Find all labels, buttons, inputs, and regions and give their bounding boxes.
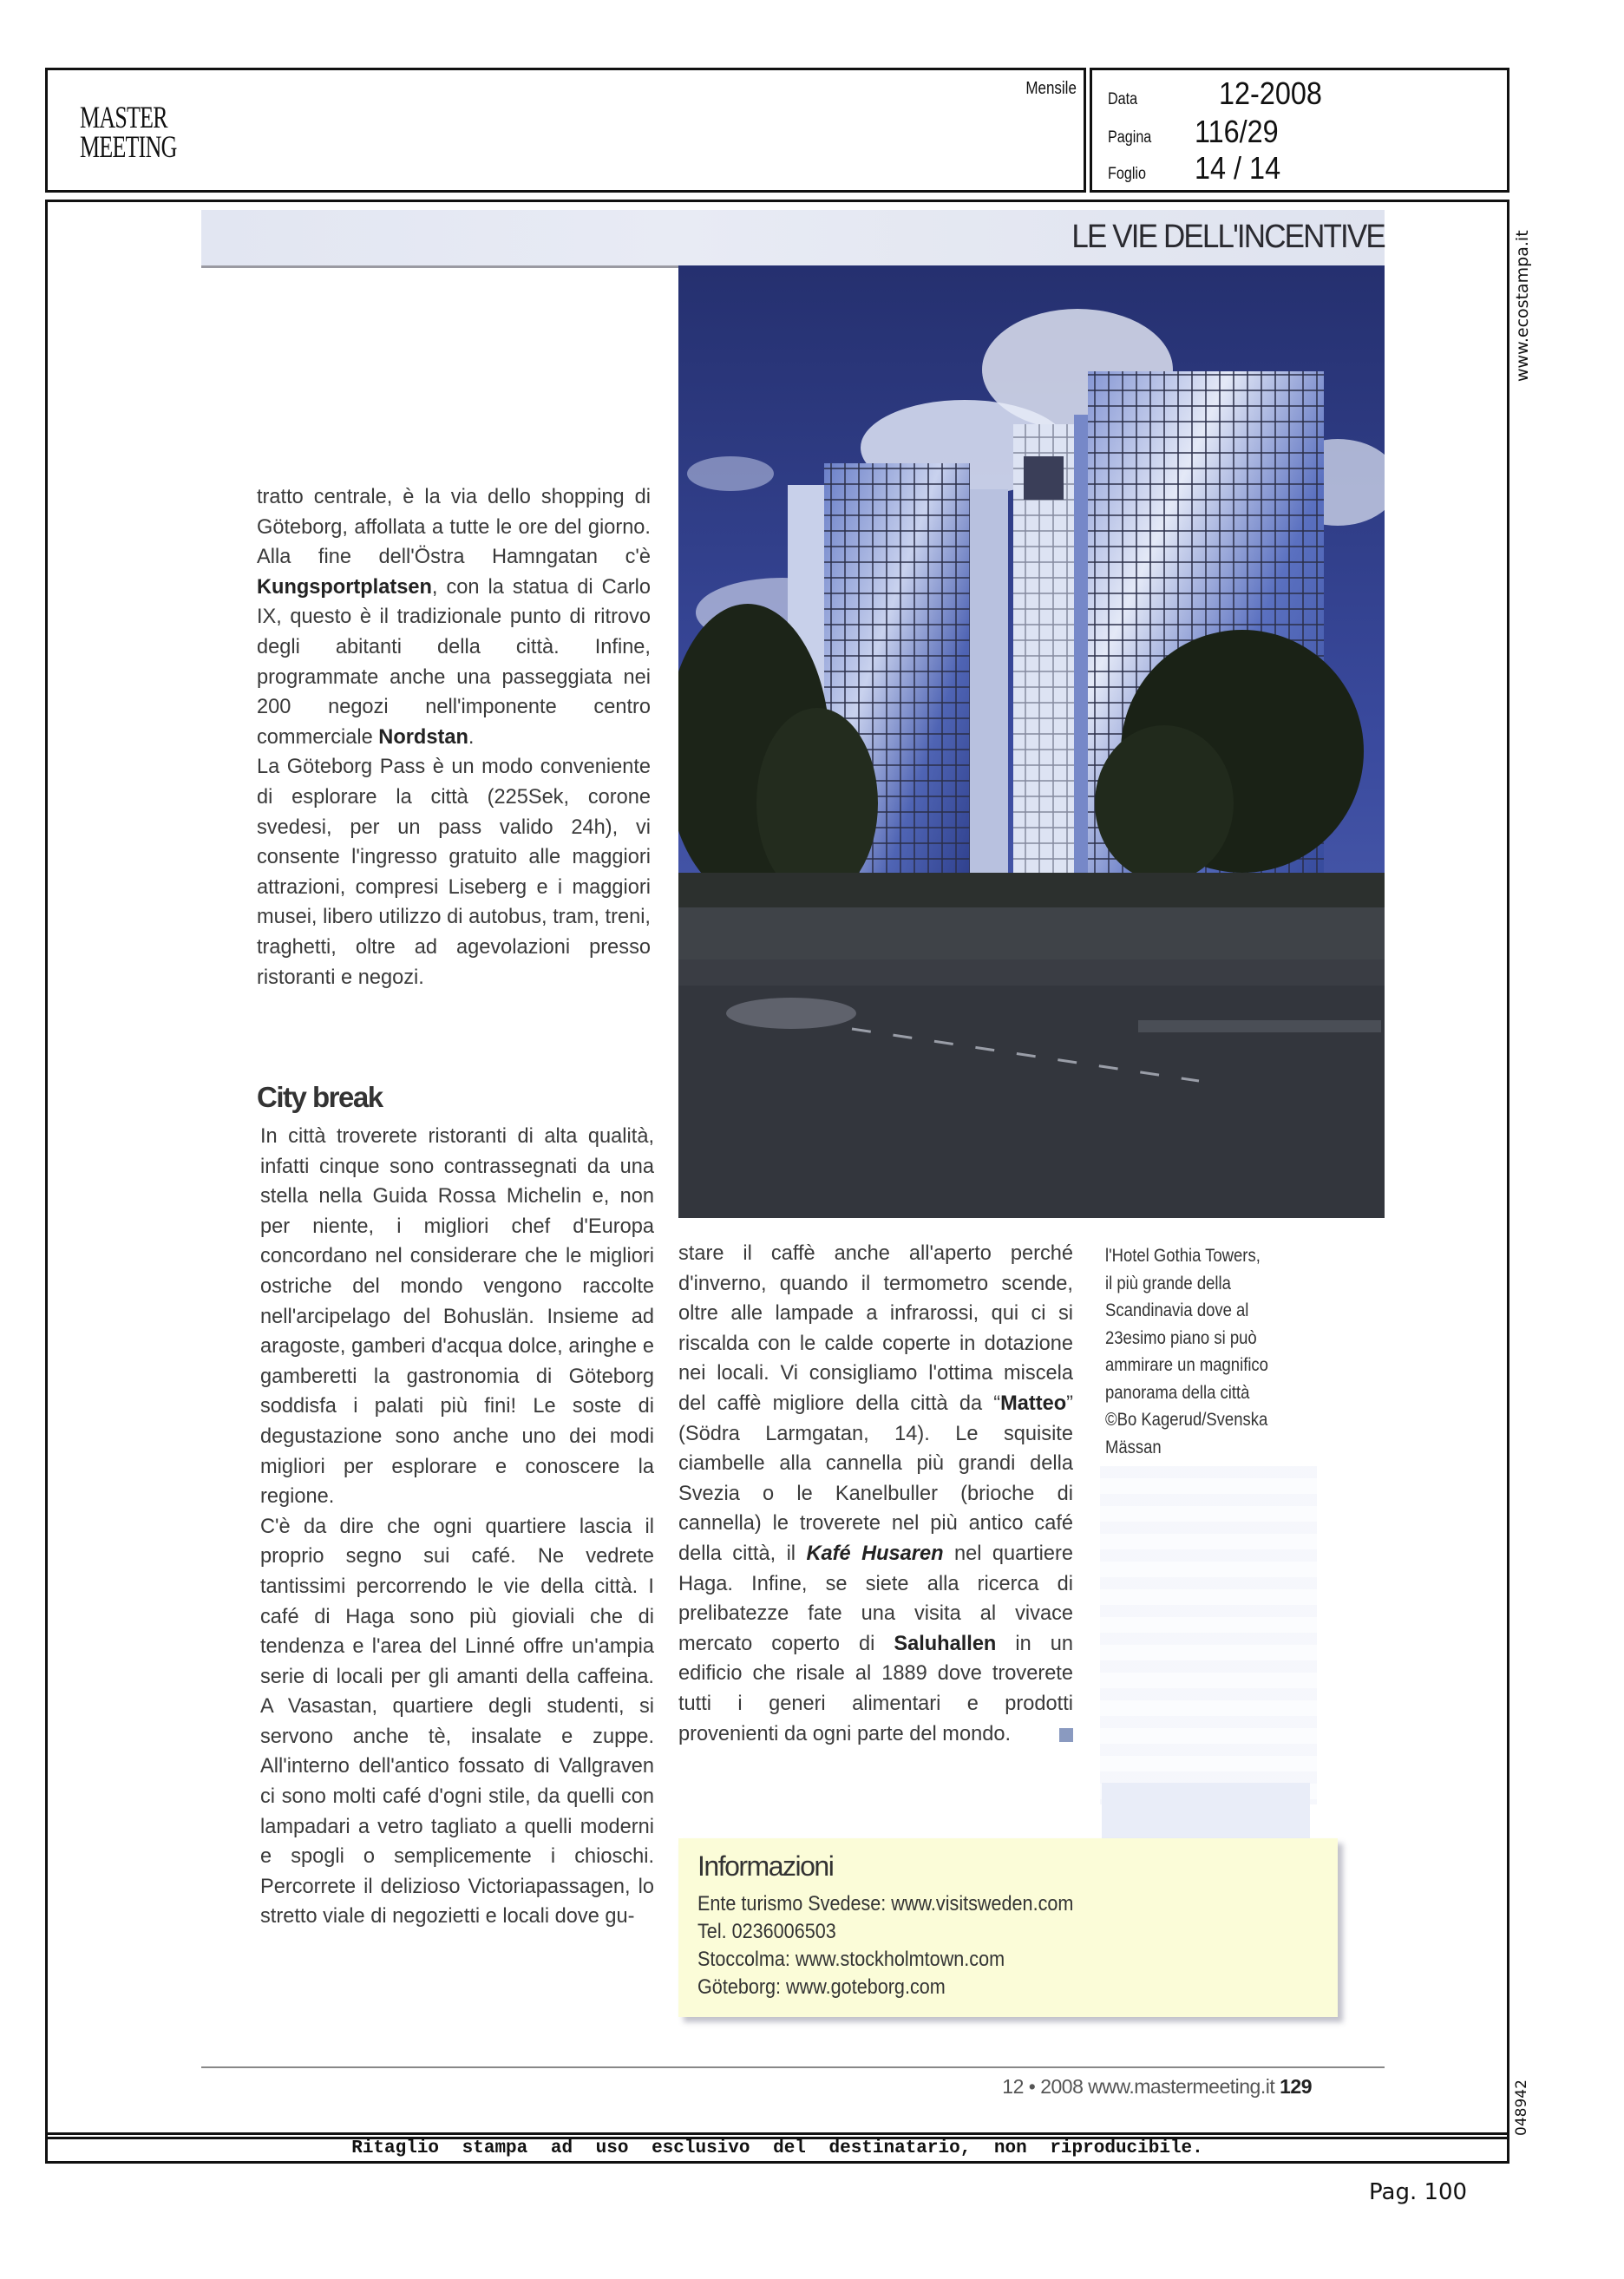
paragraph-goteborg-pass: La Göteborg Pass è un modo conveniente di esplorare la città (225Sek, corone svedesi, per un pass valido 24h), vi consente l'ingresso gratuito alle maggiori attrazioni, compresi Liseberg e i maggiori musei, libero utilizzo di autobus, tram, treni, traghetti, oltre ad agevolazioni presso ristoranti e negozi.	[257, 756, 651, 989]
meta-foglio-row	[1108, 150, 1290, 187]
foglio-value: 14 / 14	[1195, 150, 1281, 186]
matteo-bold: Matteo	[1000, 1392, 1067, 1415]
kungsportplatsen-bold: Kungsportplatsen	[257, 575, 432, 599]
paragraph-restaurants: In città troverete ristoranti di alta qualità, infatti cinque sono contrassegnati da una stella nella Guida Rossa Michelin e, non per niente, i migliori chef d'Europa concordano nel considerare che le migliori ostriche del mondo vengono raccolte nell'arcipelago del Bohuslän. Insieme ad aragoste, gamberi d'acqua dolce, aringhe e gamberetti la gastronomia di Göteborg soddisfa i palati più fini! Le soste di degustazione sono anche uno dei modi migliori per esplorare e conoscere la regione.	[260, 1125, 654, 1509]
logo-line-2: MEETING	[80, 129, 177, 164]
section-title: LE VIE DELL'INCENTIVE	[1071, 219, 1385, 255]
disclaimer-text: Ritaglio stampa ad uso esclusivo del destinatario, non riproducibile.	[351, 2138, 1203, 2158]
paragraph-coffee: stare il caffè anche all'aperto perché d'inverno, quando il termometro scende, oltre alle lampade a infrarossi, qui ci si riscalda con le calde coperte in dotazione nei locali. Vi consigliamo l'ottima miscela del caffè migliore della città da “Matteo” (Södra Larmgatan, 14). Le squisite ciambelle alla cannella più grandi della Svezia o le Kanelbuller (brioche di cannella) le troverete nel più antico café della città, il Kafé Husaren nel quartiere Haga. Infine, se siete alla ricerca di prelibatezze fate una visita al vivace mercato coperto di Saluhallen in un edificio che risale al 1889 dove troverete tutti i generi alimentari e prodotti provenienti da ogni parte del mondo.	[678, 1242, 1074, 1745]
header-publication-box	[45, 68, 1086, 193]
kafe-husaren-bold-italic: Kafé Husaren	[806, 1542, 944, 1565]
gothia-towers-image	[678, 265, 1385, 1218]
paragraph-cafes: C'è da dire che ogni quartiere lascia il proprio segno sui café. Ne vedrete tantissimi percorrendo le vie della città. I café di Haga sono più gioviali che di tendenza e l'area del Linné offre un'ampia serie di locali per gli amanti della caffeina. A Vasastan, quartiere degli studenti, si servono anche tè, insalate e zuppe. All'interno dell'antico fossato di Vallgraven ci sono molti café d'ogni stile, da quelli con lampadari a vetro tagliato a quelli moderni e spogli o semplicemente i chioschi. Percorrete il delizioso Victoriapassagen, lo stretto viale di negozietti e locali dove gu-	[260, 1515, 654, 1929]
info-goteborg: Göteborg: www.goteborg.com	[697, 1975, 946, 1999]
magazine-page-number: 129	[1280, 2075, 1312, 2098]
photo-caption: l'Hotel Gothia Towers, il più grande della Scandinavia dove al 23esimo piano si può ammirare un magnifico panorama della città ©Bo Kagerud/Svenska Mässan	[1105, 1246, 1268, 1457]
paragraph-shopping: tratto centrale, è la via dello shopping di Göteborg, affollata a tutte le ore del giorno. Alla fine dell'Östra Hamngatan c'è Kungsportplatsen, con la statua di Carlo IX, questo è il tradizionale punto di ritrovo degli abitanti della città. Infine, programmate anche una passeggiata nei 200 negozi nell'imponente centro commerciale Nordstan.	[257, 486, 651, 749]
footer-divider	[201, 2066, 1385, 2068]
magazine-footer	[1002, 2075, 1312, 2099]
disclaimer-strip	[45, 2132, 1509, 2164]
pagina-value: 116/29	[1195, 114, 1279, 149]
info-stockholm: Stoccolma: www.stockholmtown.com	[697, 1948, 1005, 1971]
faded-background-text	[1100, 1466, 1317, 1804]
faded-background-block	[1102, 1783, 1310, 1844]
meta-pagina-row	[1108, 114, 1287, 150]
data-label: Data	[1108, 90, 1138, 108]
side-clip-code: 048942	[1513, 2079, 1530, 2136]
info-box-title: Informazioni	[697, 1850, 834, 1882]
clipping-page-number: Pag. 100	[1369, 2179, 1468, 2205]
article-column-1-top	[257, 482, 651, 992]
banner-divider	[201, 265, 678, 268]
side-watermark-url: www.ecostampa.it	[1513, 230, 1532, 382]
end-of-article-square-icon	[1059, 1728, 1073, 1742]
article-column-2	[678, 1239, 1073, 1749]
saluhallen-bold: Saluhallen	[894, 1632, 997, 1655]
meta-data-row	[1108, 75, 1333, 112]
pagina-label: Pagina	[1108, 128, 1152, 147]
info-visitsweden: Ente turismo Svedese: www.visitsweden.com	[697, 1892, 1074, 1916]
header-meta-box	[1090, 68, 1509, 193]
info-box	[678, 1838, 1338, 2017]
hotel-photo	[678, 265, 1385, 1218]
data-value: 12-2008	[1219, 75, 1322, 111]
issue-and-site: 12 • 2008 www.mastermeeting.it	[1002, 2075, 1275, 2098]
subhead-city-break: City break	[257, 1081, 383, 1113]
article-column-1-bottom	[260, 1122, 654, 1932]
publication-logo	[80, 100, 177, 164]
logo-line-1: MASTER	[80, 100, 167, 134]
nordstan-bold: Nordstan	[378, 725, 468, 749]
frequency-label: Mensile	[1025, 79, 1077, 98]
info-phone: Tel. 0236006503	[697, 1920, 836, 1943]
foglio-label: Foglio	[1108, 165, 1146, 183]
